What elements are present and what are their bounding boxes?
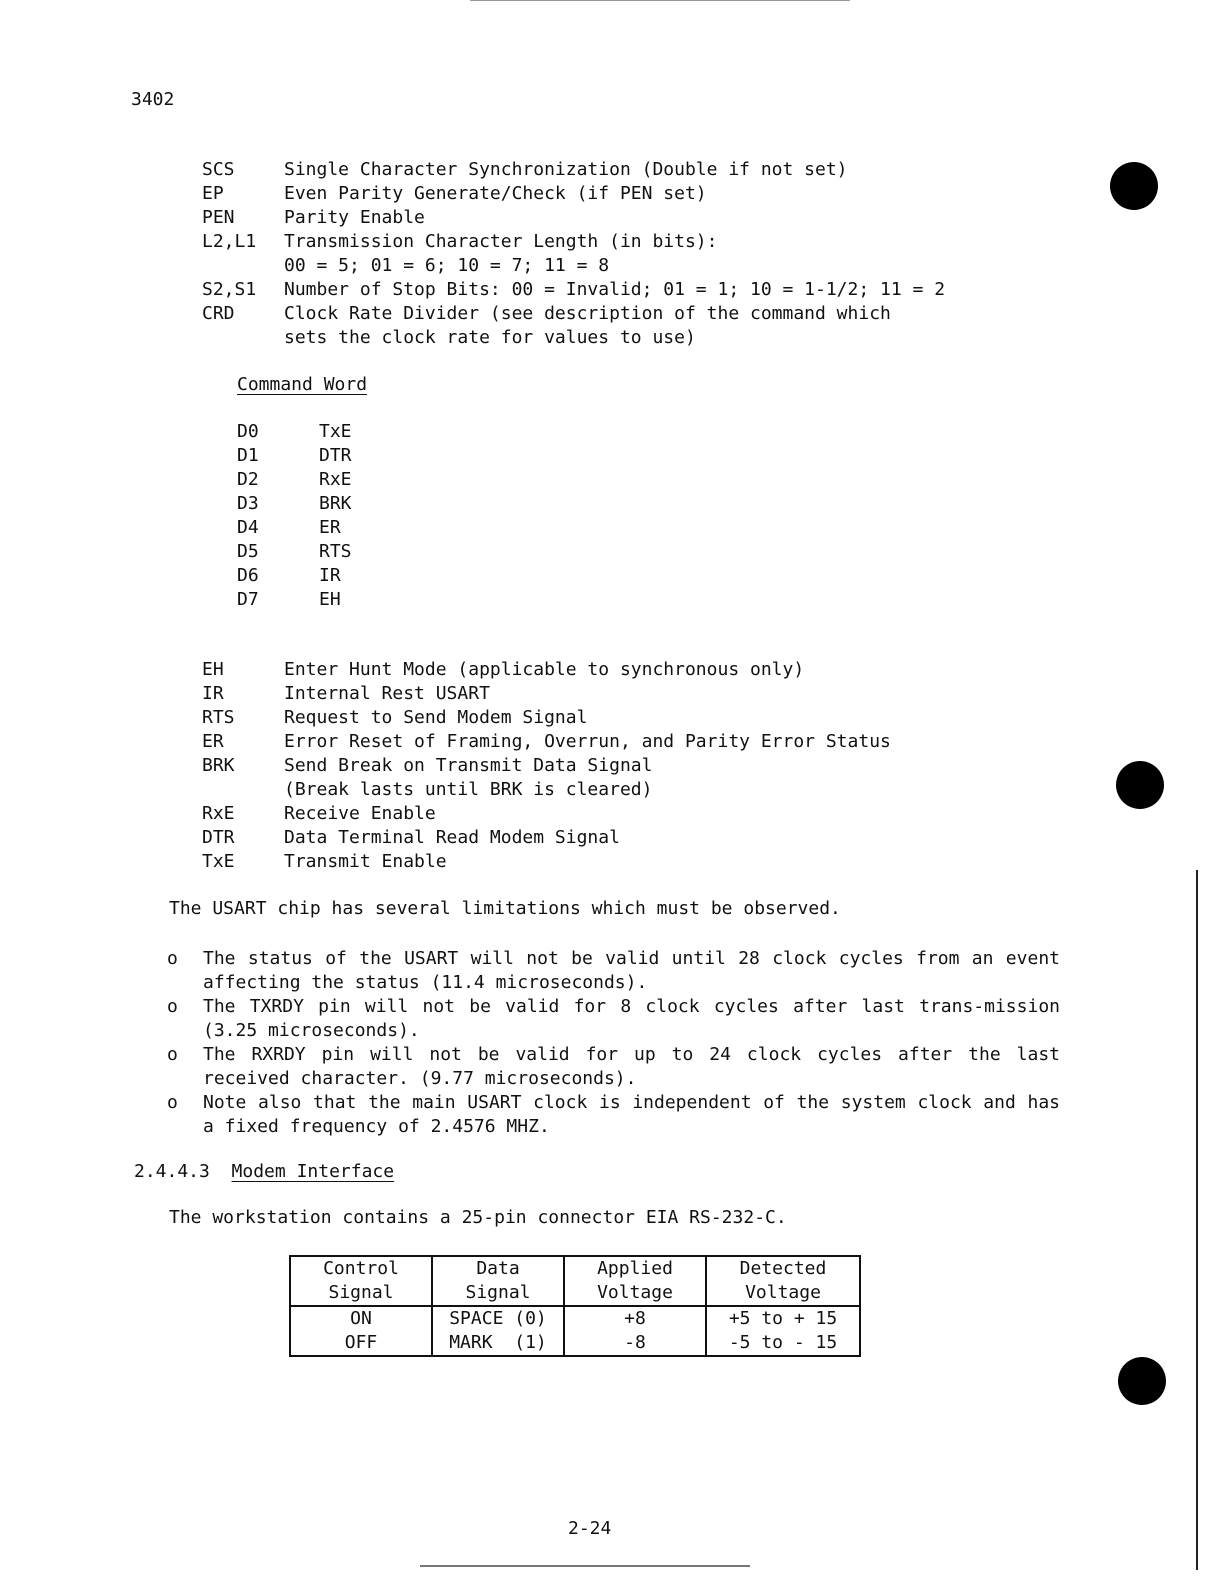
bullet-text: The status of the USART will not be valid until 28 clock cycles from an event affecting the status (11.4 microseconds).	[203, 948, 1060, 993]
command-bit-id: D5	[237, 541, 259, 562]
definition-description: Data Terminal Read Modem Signal	[284, 827, 620, 848]
table-cell: SPACE (0)	[432, 1306, 564, 1331]
scan-edge-line	[1196, 870, 1198, 1570]
command-field-row	[202, 826, 891, 850]
command-bit-id: D2	[237, 469, 259, 490]
punch-hole	[1118, 1357, 1166, 1405]
table-cell: ON	[290, 1306, 432, 1331]
command-bit-id: D6	[237, 565, 259, 586]
list-item	[167, 1043, 1060, 1091]
punch-hole	[1116, 761, 1164, 809]
definition-description: Number of Stop Bits: 00 = Invalid; 01 = 1; 10 = 1-1/2; 11 = 2	[284, 279, 946, 300]
command-bit-name: BRK	[319, 493, 352, 514]
definition-description: Enter Hunt Mode (applicable to synchronous only)	[284, 659, 805, 680]
mode-field-row	[202, 278, 945, 302]
definition-term	[202, 254, 284, 278]
definition-description: Single Character Synchronization (Double if not set)	[284, 159, 848, 180]
command-bit-id: D1	[237, 445, 259, 466]
table-row	[290, 1331, 860, 1356]
command-field-row	[202, 706, 891, 730]
definition-term: DTR	[202, 827, 235, 848]
table-row	[290, 1306, 860, 1331]
table-cell: -8	[564, 1331, 706, 1356]
mode-field-row	[202, 254, 945, 278]
command-field-row	[202, 682, 891, 706]
command-bit-name: TxE	[319, 421, 352, 442]
mode-field-row	[202, 158, 945, 182]
definition-term: RxE	[202, 803, 235, 824]
bullet-mark: o	[167, 996, 178, 1017]
definition-description: Transmission Character Length (in bits):	[284, 231, 718, 252]
command-bit-name: IR	[319, 565, 341, 586]
definition-description: (Break lasts until BRK is cleared)	[284, 779, 653, 800]
command-bit-name: RxE	[319, 469, 352, 490]
definition-term: RTS	[202, 707, 235, 728]
command-bit-row	[237, 444, 352, 468]
command-field-row	[202, 802, 891, 826]
definition-term	[202, 778, 284, 802]
command-bit-id: D3	[237, 493, 259, 514]
table-cell: -5 to - 15	[706, 1331, 860, 1356]
definition-description: Transmit Enable	[284, 851, 447, 872]
scan-edge-line	[420, 1565, 750, 1567]
definition-description: Send Break on Transmit Data Signal	[284, 755, 653, 776]
table-header-cell: Detected	[706, 1256, 860, 1281]
command-bit-row	[237, 468, 352, 492]
definition-term: IR	[202, 683, 224, 704]
list-item	[167, 947, 1060, 995]
command-bit-id: D7	[237, 589, 259, 610]
definition-description: 00 = 5; 01 = 6; 10 = 7; 11 = 8	[284, 255, 610, 276]
list-item	[167, 1091, 1060, 1139]
page-number: 3402	[131, 89, 175, 110]
table-cell: +8	[564, 1306, 706, 1331]
definition-term: BRK	[202, 755, 235, 776]
command-field-row	[202, 778, 891, 802]
table-header-cell: Voltage	[706, 1281, 860, 1306]
command-bit-row	[237, 540, 352, 564]
table-header-cell: Signal	[432, 1281, 564, 1306]
definition-description: Error Reset of Framing, Overrun, and Parity Error Status	[284, 731, 891, 752]
table-header-cell: Control	[290, 1256, 432, 1281]
table-header-cell: Signal	[290, 1281, 432, 1306]
definition-description: Parity Enable	[284, 207, 425, 228]
command-bit-row	[237, 420, 352, 444]
definition-description: Internal Rest USART	[284, 683, 490, 704]
bullet-text: The RXRDY pin will not be valid for up to 24 clock cycles after the last received character. (9.77 microseconds).	[203, 1044, 1060, 1089]
list-item	[167, 995, 1060, 1043]
definition-description: Request to Send Modem Signal	[284, 707, 588, 728]
limitations-list	[167, 947, 1060, 1139]
definition-term: EH	[202, 659, 224, 680]
section-title: Modem Interface	[231, 1161, 395, 1182]
table-header-cell: Applied	[564, 1256, 706, 1281]
command-bit-row	[237, 516, 352, 540]
command-bit-name: EH	[319, 589, 341, 610]
command-bit-name: ER	[319, 517, 341, 538]
definition-term: L2,L1	[202, 231, 257, 252]
table-cell: OFF	[290, 1331, 432, 1356]
command-bit-row	[237, 564, 352, 588]
command-bit-row	[237, 492, 352, 516]
table-cell: MARK (1)	[432, 1331, 564, 1356]
command-word-bit-list	[237, 420, 352, 612]
definition-term: S2,S1	[202, 279, 257, 300]
definition-description: Receive Enable	[284, 803, 436, 824]
mode-field-row	[202, 326, 945, 350]
command-bit-id: D0	[237, 421, 259, 442]
definition-description: sets the clock rate for values to use)	[284, 327, 696, 348]
definition-term: ER	[202, 731, 224, 752]
table-header-cell: Data	[432, 1256, 564, 1281]
command-field-row	[202, 658, 891, 682]
table-header-row	[290, 1281, 860, 1306]
mode-field-row	[202, 230, 945, 254]
command-field-row	[202, 850, 891, 874]
definition-term: EP	[202, 183, 224, 204]
command-field-row	[202, 754, 891, 778]
definition-term	[202, 326, 284, 350]
table-header-row	[290, 1256, 860, 1281]
mode-field-definitions	[202, 158, 945, 350]
command-bit-name: DTR	[319, 445, 352, 466]
table-cell: +5 to + 15	[706, 1306, 860, 1331]
limitations-intro: The USART chip has several limitations which must be observed.	[169, 898, 841, 919]
bullet-text: Note also that the main USART clock is independent of the system clock and has a fixed frequency of 2.4576 MHZ.	[203, 1092, 1060, 1137]
definition-description: Even Parity Generate/Check (if PEN set)	[284, 183, 707, 204]
modem-intro: The workstation contains a 25-pin connector EIA RS-232-C.	[169, 1207, 787, 1228]
command-field-row	[202, 730, 891, 754]
section-heading	[134, 1161, 394, 1182]
bullet-mark: o	[167, 1092, 178, 1113]
definition-term: SCS	[202, 159, 235, 180]
mode-field-row	[202, 182, 945, 206]
command-bit-name: RTS	[319, 541, 352, 562]
definition-term: CRD	[202, 303, 235, 324]
bullet-mark: o	[167, 1044, 178, 1065]
command-field-definitions	[202, 658, 891, 874]
punch-hole	[1110, 162, 1158, 210]
command-word-heading: Command Word	[237, 374, 368, 395]
footer-page-label: 2-24	[568, 1518, 612, 1539]
bullet-text: The TXRDY pin will not be valid for 8 clock cycles after last trans-mission (3.25 microseconds).	[203, 996, 1060, 1041]
section-number: 2.4.4.3	[134, 1161, 210, 1182]
modem-signal-table	[289, 1255, 861, 1357]
scan-edge-line	[470, 0, 850, 1]
definition-description: Clock Rate Divider (see description of the command which	[284, 303, 891, 324]
mode-field-row	[202, 206, 945, 230]
command-bit-row	[237, 588, 352, 612]
definition-term: PEN	[202, 207, 235, 228]
bullet-mark: o	[167, 948, 178, 969]
table-header-cell: Voltage	[564, 1281, 706, 1306]
command-bit-id: D4	[237, 517, 259, 538]
mode-field-row	[202, 302, 945, 326]
definition-term: TxE	[202, 851, 235, 872]
